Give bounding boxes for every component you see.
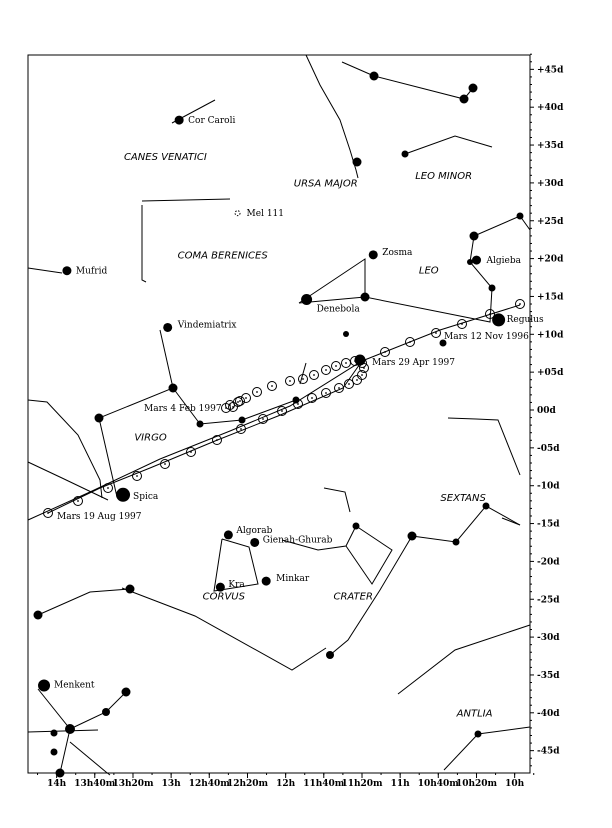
mars-position-dot bbox=[345, 362, 347, 364]
constellation-name: LEO bbox=[418, 265, 439, 277]
mars-position-dot bbox=[302, 378, 304, 380]
constellation-name: ANTLIA bbox=[456, 708, 493, 720]
boundary-line bbox=[324, 488, 350, 512]
mars-position-dot bbox=[240, 428, 242, 430]
dec-tick-label: -30d bbox=[537, 633, 560, 644]
star bbox=[326, 651, 334, 659]
dec-tick-label: +35d bbox=[537, 141, 564, 152]
named-star bbox=[224, 530, 233, 539]
named-star bbox=[492, 313, 505, 326]
dec-tick-label: +25d bbox=[537, 216, 564, 227]
star bbox=[475, 731, 482, 738]
named-stars bbox=[38, 116, 544, 692]
named-star bbox=[250, 538, 259, 547]
star-label: Mufrid bbox=[75, 266, 108, 277]
mars-position-dot bbox=[311, 397, 313, 399]
constellation-name: LEO MINOR bbox=[415, 171, 473, 183]
dec-tick-label: +45d bbox=[537, 65, 564, 76]
star-label: Cor Caroli bbox=[188, 116, 236, 127]
const-line bbox=[412, 506, 520, 542]
constellation-name: SEXTANS bbox=[440, 492, 486, 504]
constellation-lines bbox=[38, 62, 530, 773]
mars-position-dot bbox=[47, 512, 49, 514]
dec-tick-label: -45d bbox=[537, 746, 560, 757]
mars-date-label: Mars 4 Feb 1997 bbox=[144, 404, 222, 414]
dec-tick-label: +10d bbox=[537, 330, 564, 341]
mars-position-dot bbox=[335, 365, 337, 367]
star bbox=[469, 84, 478, 93]
star-label: Mel 111 bbox=[246, 209, 285, 220]
boundary-line bbox=[142, 205, 146, 282]
mars-position-dot bbox=[271, 385, 273, 387]
star bbox=[293, 397, 300, 404]
star bbox=[453, 539, 460, 546]
mars-tick bbox=[300, 363, 306, 384]
named-star bbox=[62, 266, 71, 275]
mars-date-label: Mars 29 Apr 1997 bbox=[372, 358, 456, 368]
star-label: Minkar bbox=[276, 574, 310, 585]
boundary-line bbox=[28, 400, 102, 498]
star-label: Menkent bbox=[54, 680, 95, 691]
declination-axis bbox=[530, 54, 564, 766]
boundary-line bbox=[28, 730, 98, 732]
star-label: Algorab bbox=[236, 525, 273, 536]
dec-tick-label: +05d bbox=[537, 368, 564, 379]
boundary-line bbox=[306, 55, 358, 178]
constellation-name: CRATER bbox=[333, 591, 373, 603]
mars-position-dot bbox=[435, 332, 437, 334]
star bbox=[197, 421, 204, 428]
named-star bbox=[262, 577, 271, 586]
dec-tick-label: -05d bbox=[537, 443, 560, 454]
mars-position-dot bbox=[384, 351, 386, 353]
ra-tick-label: 11h20m bbox=[341, 779, 383, 789]
star-label: Vindemiatrix bbox=[177, 320, 237, 331]
ra-tick-label: 13h20m bbox=[112, 779, 154, 789]
star-label: Zosma bbox=[382, 247, 413, 258]
named-star bbox=[116, 488, 130, 502]
boundary-line bbox=[28, 268, 62, 273]
dec-tick-label: -40d bbox=[537, 708, 560, 719]
dec-tick-label: 00d bbox=[537, 406, 556, 416]
mars-position-dot bbox=[136, 475, 138, 477]
mars-position-dot bbox=[245, 397, 247, 399]
constellation-names bbox=[124, 152, 493, 719]
cluster-marker bbox=[235, 211, 240, 216]
ra-tick-label: 12h20m bbox=[226, 779, 269, 789]
dec-tick-label: +30d bbox=[537, 178, 564, 189]
mars-position-dot bbox=[232, 406, 234, 408]
boundary-line bbox=[28, 462, 108, 500]
mars-position-dot bbox=[216, 439, 218, 441]
star bbox=[34, 611, 43, 620]
mars-position-dot bbox=[262, 418, 264, 420]
ra-tick-label: 11h bbox=[390, 779, 410, 789]
star bbox=[355, 355, 366, 366]
star bbox=[51, 730, 58, 737]
const-line bbox=[405, 136, 492, 154]
ra-tick-label: 10h bbox=[505, 779, 525, 789]
star bbox=[51, 749, 58, 756]
star bbox=[343, 331, 349, 337]
star bbox=[65, 724, 75, 734]
star bbox=[517, 213, 524, 220]
const-line bbox=[346, 526, 392, 584]
constellation-name: CANES VENATICI bbox=[123, 152, 207, 164]
ra-tick-label: 13h40m bbox=[74, 779, 116, 789]
const-line bbox=[70, 692, 126, 729]
star-label: Regulus bbox=[506, 314, 544, 325]
mars-position-dot bbox=[190, 451, 192, 453]
dec-tick-label: +20d bbox=[537, 254, 564, 265]
dec-tick-label: -10d bbox=[537, 481, 560, 492]
mars-position-dot bbox=[297, 403, 299, 405]
mars-date-label: Mars 19 Aug 1997 bbox=[57, 512, 142, 522]
named-star bbox=[163, 323, 172, 332]
star bbox=[353, 523, 360, 530]
right-ascension-axis bbox=[38, 773, 534, 789]
ra-tick-label: 12h bbox=[276, 779, 296, 789]
ra-tick-label: 10h20m bbox=[455, 779, 498, 789]
star bbox=[239, 417, 246, 424]
named-star bbox=[38, 680, 50, 692]
const-line bbox=[342, 62, 473, 99]
boundary-line bbox=[448, 418, 520, 475]
named-star bbox=[175, 116, 184, 125]
const-line bbox=[478, 727, 530, 734]
star bbox=[122, 688, 131, 697]
mars-position-dot bbox=[225, 407, 227, 409]
mars-position-dot bbox=[107, 487, 109, 489]
ra-tick-label: 12h40m bbox=[188, 779, 230, 789]
mars-position-dot bbox=[313, 374, 315, 376]
star-label: Gienah-Ghurab bbox=[262, 535, 333, 546]
boundary-line bbox=[70, 742, 110, 775]
mars-position-dot bbox=[519, 303, 521, 305]
named-star bbox=[369, 250, 378, 259]
mars-position-dot bbox=[77, 500, 79, 502]
star bbox=[102, 708, 110, 716]
dec-tick-label: +40d bbox=[537, 103, 564, 114]
dec-tick-label: +15d bbox=[537, 292, 564, 303]
star bbox=[353, 158, 362, 167]
star bbox=[402, 151, 409, 158]
ra-tick-label: 13h bbox=[161, 779, 181, 789]
star-label: Spica bbox=[133, 491, 159, 502]
mars-position-dot bbox=[489, 313, 491, 315]
mars-position-dot bbox=[356, 379, 358, 381]
star-label: Kra bbox=[228, 580, 245, 591]
mars-position-dot bbox=[338, 387, 340, 389]
mars-date-label: Mars 12 Nov 1996 bbox=[444, 332, 529, 342]
mars-position-dot bbox=[325, 369, 327, 371]
star-label: Denebola bbox=[316, 304, 360, 315]
constellation-name: COMA BERENICES bbox=[177, 250, 268, 262]
star bbox=[460, 95, 469, 104]
mars-position-dot bbox=[281, 410, 283, 412]
ra-tick-label: 11h40m bbox=[303, 779, 345, 789]
mars-position-dot bbox=[409, 341, 411, 343]
mars-position-dot bbox=[237, 401, 239, 403]
named-star bbox=[301, 294, 312, 305]
named-star bbox=[472, 256, 481, 265]
mars-position-dot bbox=[289, 380, 291, 382]
mars-position-dot bbox=[461, 323, 463, 325]
mars-position-dot bbox=[164, 463, 166, 465]
boundary-line bbox=[398, 625, 530, 694]
constellation-name: URSA MAJOR bbox=[293, 178, 358, 190]
mars-position-dot bbox=[256, 391, 258, 393]
star bbox=[370, 72, 379, 81]
mars-position-dot bbox=[239, 400, 241, 402]
star bbox=[169, 384, 178, 393]
star bbox=[95, 414, 104, 423]
constellation-name: VIRGO bbox=[134, 432, 167, 444]
mars-position-dot bbox=[348, 383, 350, 385]
star bbox=[408, 532, 417, 541]
dec-tick-label: -15d bbox=[537, 519, 560, 530]
boundary-line bbox=[142, 199, 230, 201]
star bbox=[489, 285, 496, 292]
const-line bbox=[444, 734, 478, 770]
constellation-name: CORVUS bbox=[202, 591, 245, 603]
star bbox=[126, 585, 135, 594]
dec-tick-label: -35d bbox=[537, 670, 560, 681]
mars-path-outbound bbox=[48, 361, 362, 513]
dec-tick-label: -20d bbox=[537, 557, 560, 568]
dec-tick-label: -25d bbox=[537, 595, 560, 606]
star bbox=[361, 293, 370, 302]
star-label: Algieba bbox=[486, 256, 522, 267]
mars-position-dot bbox=[361, 374, 363, 376]
ra-tick-label: 10h40m bbox=[417, 779, 459, 789]
star bbox=[470, 232, 479, 241]
mars-position-dot bbox=[325, 392, 327, 394]
const-line bbox=[38, 589, 130, 615]
ra-tick-label: 14h bbox=[47, 779, 67, 789]
